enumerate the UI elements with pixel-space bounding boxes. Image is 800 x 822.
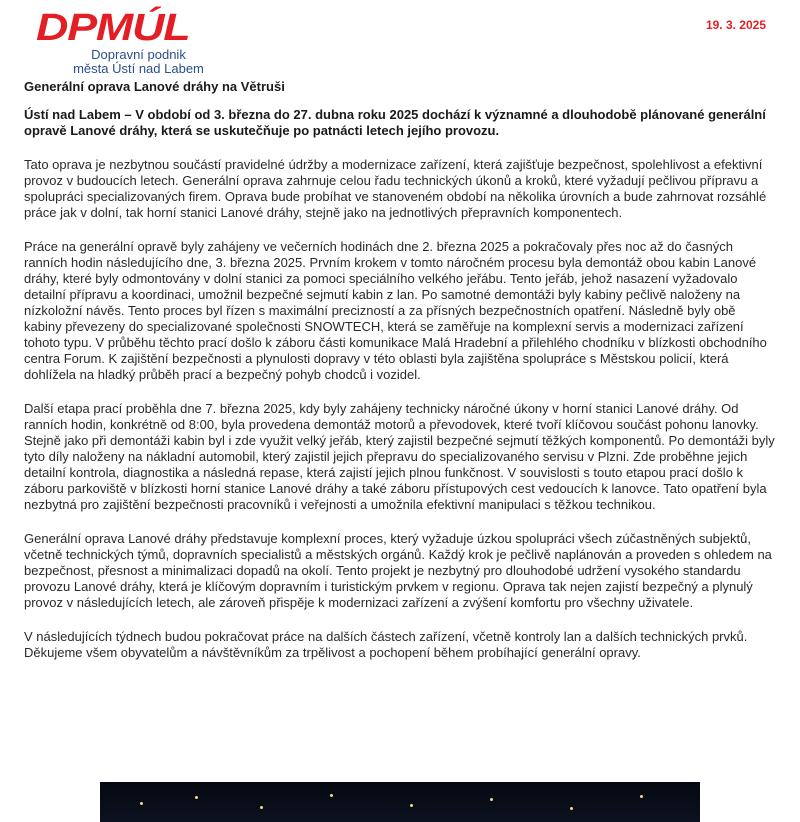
photo-light bbox=[570, 807, 573, 810]
article-paragraph: Generální oprava Lanové dráhy představuje komplexní proces, který vyžaduje úzkou spolupráci všech zúčastněných subjektů, včetně technických týmů, dopravních specialistů a městských orgánů. Každý krok je pečlivě naplánován a proveden s ohledem na bezpečnost, přesnost a minimalizaci dopadů na okolí. Tento projekt je nezbytný pro dlouhodobé udržení vysokého standardu provozu Lanové dráhy, která je klíčovým dopravním i turistickým prvkem v regionu. Oprava tak nejen zajistí bezpečný a plynulý provoz v následujících letech, ale zároveň přispěje k modernizaci zařízení a zvýšení komfortu pro všechny uživatele. bbox=[24, 531, 772, 610]
article-lead: Ústí nad Labem – V období od 3. března do 27. dubna roku 2025 dochází k významné a dlouhodobě plánované generální opravě Lanové dráhy, která se uskutečňuje po patnácti letech jejího provozu. bbox=[24, 107, 766, 138]
photo-light bbox=[640, 795, 643, 798]
article-paragraph: V následujících týdnech budou pokračovat práce na dalších částech zařízení, včetně kontroly lan a dalších technických prvků. Děkujeme všem obyvatelům a návštěvníkům za trpělivost a pochopení během probíhající generální opravy. bbox=[24, 629, 748, 660]
article-photo bbox=[100, 782, 700, 822]
article-paragraph: Další etapa prací proběhla dne 7. března 2025, kdy byly zahájeny technicky náročné úkony v horní stanici Lanové dráhy. Od ranních hodin, konkrétně od 8:00, byla provedena demontáž motorů a převodovek, které tvoří klíčovou součást pohonu lanovky. Stejně jako při demontáži kabin byl i zde využit velký jeřáb, který zajistil bezpečné sejmutí těžkých komponentů. Po demontáži byly tyto díly naloženy na nákladní automobil, který zajistil jejich přepravu do specializovaného servisu v Plzni. Zde proběhne jejich detailní kontrola, diagnostika a následná repase, která zajistí jejich plnou funkčnost. V souvislosti s touto etapou prací došlo k záboru parkoviště v blízkosti horní stanice Lanové dráhy a také záboru přístupových cest vedoucích k lanovce. Tato opatření byla nezbytná pro zajištění bezpečnosti pracovníků i veřejnosti a umožnila efektivní manipulaci s těžkou technikou. bbox=[24, 401, 775, 512]
logo-org-line-2: města Ústí nad Labem bbox=[73, 61, 204, 76]
article-title: Generální oprava Lanové dráhy na Větruši bbox=[24, 79, 285, 94]
article-paragraph: Práce na generální opravě byly zahájeny ve večerních hodinách dne 2. března 2025 a pokračovaly přes noc až do časných ranních hodin následujícího dne, 3. března 2025. Prvním krokem v tomto náročném procesu byla demontáž obou kabin Lanové dráhy, které byly odmontovány v dolní stanici za pomoci speciálního velkého jeřábu. Tento jeřáb, jehož nasazení vyžadovalo detailní přípravu a koordinaci, umožnil bezpečné sejmutí kabin z lan. Po samotné demontáži byly kabiny pečlivě naloženy na nízkoložní návěs. Tento proces byl řízen s maximální precizností a za přísných bezpečnostních opatření. Následně byly obě kabiny převezeny do specializované společnosti SNOWTECH, která se zaměřuje na komplexní servis a modernizaci zařízení tohoto typu. V průběhu těchto prací došlo k záboru části komunikace Malá Hradební a přilehlého chodníku v blízkosti obchodního centra Forum. K zajištění bezpečnosti a plynulosti dopravy v této oblasti byla zajištěna spolupráce s Městskou policií, která dohlížela na hladký průběh prací a bezpečný pohyb chodců i vozidel. bbox=[24, 239, 767, 382]
article-paragraph: Tato oprava je nezbytnou součástí pravidelné údržby a modernizace zařízení, která zajišťuje bezpečnost, spolehlivost a efektivní provoz v budoucích letech. Generální oprava zahrnuje celou řadu technických úkonů a kroků, které vyžadují pečlivou přípravu a spolupráci specializovaných firem. Oprava bude probíhat ve stanoveném období na několika úrovních a bude zahrnovat rozsáhlé práce jak v dolní, tak horní stanici Lanové dráhy, stejně jako na jednotlivých přepravních komponentech. bbox=[24, 157, 767, 220]
dpmul-logo bbox=[36, 8, 241, 76]
article bbox=[24, 79, 776, 679]
photo-light bbox=[140, 802, 143, 805]
photo-light bbox=[195, 796, 198, 799]
page-header bbox=[0, 0, 800, 75]
publication-date: 19. 3. 2025 bbox=[705, 18, 766, 32]
logo-wordmark: DPMÚL bbox=[36, 7, 190, 49]
photo-light bbox=[260, 806, 263, 809]
photo-light bbox=[330, 794, 333, 797]
photo-light bbox=[410, 804, 413, 807]
logo-org-line-1: Dopravní podnik bbox=[91, 47, 186, 62]
